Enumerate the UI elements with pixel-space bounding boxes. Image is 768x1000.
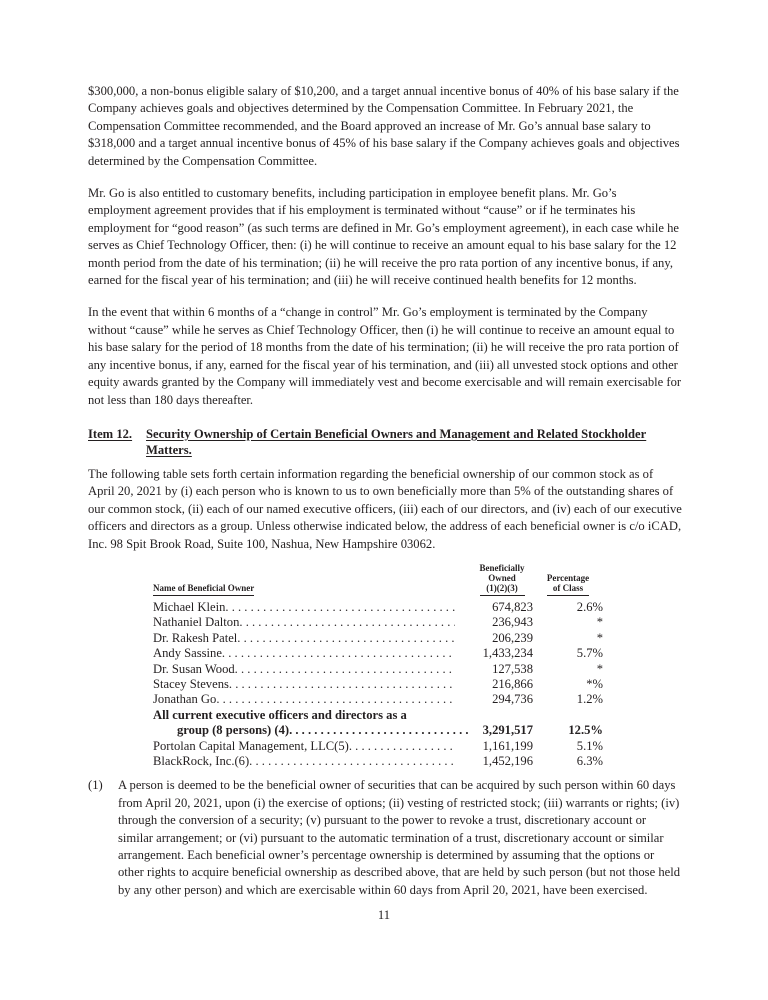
- header-beneficially-owned: Beneficially Owned (1)(2)(3): [471, 563, 533, 600]
- footnote-marker: (1): [88, 778, 103, 793]
- footnote-text: A person is deemed to be the beneficial owner of securities that can be acquired by such person within 60 days from April 20, 2021, upon (i) the exercise of options; (ii) vesting of restricted stock; (iii) warrants or rights; (iv) through the conversion of a security; (v) pursuant to the power to revoke a trust, discretionary account or similar arrangement; or (vi) pursuant to the automatic termination of a trust, discretionary account or similar arrangement. Each beneficial owner’s percentage ownership is determined by assuming that the options or other rights to acquire beneficial ownership as described above, that are held by such person (but not those held by any other person) and which are exercisable within 60 days from April 20, 2021, have been exercised.: [118, 778, 680, 897]
- table-row: Andy Sassine . . . 1,433,234 5.7%: [153, 646, 603, 661]
- table-row: Dr. Rakesh Patel . . . 206,239 *: [153, 631, 603, 646]
- table-row: Nathaniel Dalton . . . 236,943 *: [153, 615, 603, 630]
- page-number: 11: [377, 908, 391, 922]
- header-name: Name of Beneficial Owner: [153, 563, 471, 600]
- section-heading: [88, 426, 682, 458]
- table-row: Michael Klein . . . 674,823 2.6%: [153, 600, 603, 615]
- paragraph-change-in-control: In the event that within 6 months of a “change in control” Mr. Go’s employment is terminated by the Company without “cause” while he serves as Chief Technology Officer, then (i) he will continue to receive an amount equal to his base salary for the period of 18 months from the date of his termination; (ii) he will receive the pro rata portion of any incentive bonus, if any, earned for the fiscal year of his termination, and (iii) all unvested stock options and other equity awards granted by the Company will immediately vest and become exercisable and will remain exercisable for not less than 180 days thereafter.: [88, 305, 682, 407]
- document-page: [88, 83, 682, 899]
- beneficial-ownership-table: [153, 563, 603, 769]
- table-row: Portolan Capital Management, LLC(5) . . . 1,161,199 5.1%: [153, 739, 603, 754]
- intro-paragraph: The following table sets forth certain information regarding the beneficial ownership of our common stock as of April 20, 2021 by (i) each person who is known to us to own beneficially more than 5% of the outstanding shares of our common stock, (ii) each of our named executive officers, (iii) each of our directors, and (iv) each of our executive officers and directors as a group. Unless otherwise indicated below, the address of each beneficial owner is c/o iCAD, Inc. 98 Spit Brook Road, Suite 100, Nashua, New Hampshire 03062.: [88, 466, 682, 551]
- item-title: Security Ownership of Certain Beneficial Owners and Management and Related Stockholder Matters.: [146, 426, 647, 457]
- table-row: Stacey Stevens . . . 216,866 *%: [153, 677, 603, 692]
- paragraph-benefits: Mr. Go is also entitled to customary benefits, including participation in employee benefit plans. Mr. Go’s employment agreement provides that if his employment is terminated without “cause” or if he terminates his employment for “good reason” (as such terms are defined in Mr. Go’s employment agreement), in each case while he serves as Chief Technology Officer, then: (i) he will continue to receive an amount equal to his base salary for the 12 month period from the date of his termination; (ii) he will receive the pro rata portion of any incentive bonus, if any, earned for the fiscal year of his termination; and (iii) he will receive continued health benefits for 12 months.: [88, 186, 680, 288]
- header-percentage: Percentage of Class: [533, 563, 603, 600]
- group-row-label: All current executive officers and directors as a: [153, 707, 407, 722]
- group-row: group (8 persons) (4) . . . 3,291,517 12.5%: [153, 723, 603, 738]
- paragraph-salary: $300,000, a non-bonus eligible salary of $10,200, and a target annual incentive bonus of 40% of his base salary if the Company achieves goals and objectives determined by the Compensation Committee. In February 2021, the Compensation Committee recommended, and the Board approved an increase of Mr. Go’s annual base salary to $318,000 and a target annual incentive bonus of 45% of his base salary if the Company achieves goals and objectives determined by the Compensation Committee.: [88, 84, 680, 168]
- table-row: Dr. Susan Wood . . . 127,538 *: [153, 662, 603, 677]
- table-row: BlackRock, Inc.(6) . . . 1,452,196 6.3%: [153, 754, 603, 769]
- footnote-1: [88, 777, 682, 899]
- table-header-row: [153, 563, 603, 600]
- table-row: Jonathan Go . . . 294,736 1.2%: [153, 692, 603, 707]
- item-number: Item 12.: [88, 426, 133, 441]
